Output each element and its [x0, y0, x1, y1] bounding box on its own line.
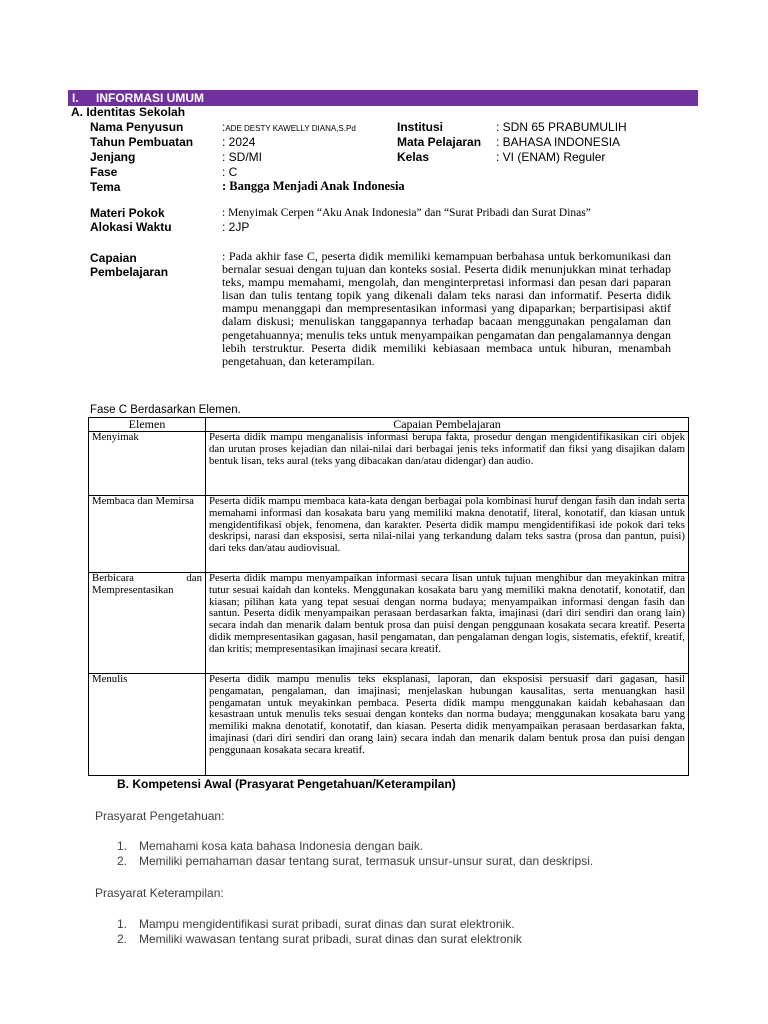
elemen-cell: Menulis — [89, 674, 206, 776]
tema-label: Tema — [90, 180, 121, 194]
kelas-value: : VI (ENAM) Reguler — [496, 150, 606, 164]
header-elemen: Elemen — [89, 418, 206, 432]
list-number: 2. — [117, 854, 128, 868]
elemen-cell: Menyimak — [89, 432, 206, 496]
kompetensi-awal-heading: B. Kompetensi Awal (Prasyarat Pengetahuan/Keterampilan) — [117, 777, 456, 791]
nama-penyusun-colon: : — [222, 120, 226, 134]
alokasi-waktu-label: Alokasi Waktu — [90, 220, 172, 234]
jenjang-value: : SD/MI — [222, 150, 263, 164]
mata-pelajaran-label: Mata Pelajaran — [397, 135, 482, 149]
capaian-cell: Peserta didik mampu membaca kata-kata dengan berbagai pola kombinasi huruf dengan fasih dan indah serta memahami informasi dan kosakata baru yang memiliki makna denotatif, literal, konotatif, dan kiasan untuk mengidentifikasi objek, fenomena, dan karakter. Peserta didik mampu mengidentifikasi ide pokok dari teks deskripsi, narasi dan eksposisi, serta nilai-nilai yang terkandung dalam teks sastra (prosa dan pantun, puisi) dari teks dan/atau audiovisual. — [206, 496, 689, 573]
table-row — [89, 432, 689, 496]
materi-pokok-label: Materi Pokok — [90, 206, 165, 220]
kelas-label: Kelas — [397, 150, 430, 164]
table-row — [89, 496, 689, 573]
elemen-table — [88, 417, 689, 776]
alokasi-waktu-value: : 2JP — [222, 220, 250, 234]
capaian-label-line2: Pembelajaran — [90, 265, 169, 279]
institusi-value: : SDN 65 PRABUMULIH — [496, 120, 627, 134]
section-header-bar — [68, 90, 698, 106]
nama-penyusun-name: ADE DESTY KAWELLY DIANA,S.Pd — [225, 124, 356, 133]
capaian-cell: Peserta didik mampu menulis teks eksplanasi, laporan, dan eksposisi persuasif dari gagasan, hasil pengamatan, pengalaman, dan imajinasi; menjelaskan hubungan kausalitas, serta menuangkan hasil pengamatan untuk meyakinkan pembaca. Peserta didik mampu menggunakan kaidah kebahasaan dan kesastraan untuk menulis teks sesuai dengan konteks dan norma budaya; menggunakan kosakata baru yang memiliki makna denotatif, konotatif, dan kiasan. Peserta didik menyampaikan perasaan berdasarkan fakta, imajinasi (dari diri sendiri dan orang lain) secara indah dan menarik dalam bentuk prosa dan puisi dengan penggunaan kosakata secara kreatif. — [206, 674, 689, 776]
jenjang-label: Jenjang — [90, 150, 136, 164]
table-row — [89, 573, 689, 674]
list-number: 2. — [117, 932, 128, 946]
list-text: Memiliki pemahaman dasar tentang surat, termasuk unsur-unsur surat, dan deskripsi. — [139, 854, 594, 868]
institusi-label: Institusi — [397, 120, 444, 134]
identitas-sekolah-heading: A. Identitas Sekolah — [71, 105, 186, 119]
capaian-label-line1: Capaian — [90, 251, 137, 265]
capaian-cell: Peserta didik mampu menyampaikan informasi secara lisan untuk tujuan menghibur dan meyakinkan mitra tutur sesuai kaidah dan konteks. Menggunakan kosakata baru yang memiliki makna denotatif, konotatif, dan kiasan; pilihan kata yang tepat sesuai dengan norma budaya; menyampaikan informasi dengan fasih dan santun. Peserta didik menyampaikan perasaan berdasarkan fakta, imajinasi (dari diri sendiri dan orang lain) secara indah dan menarik dalam bentuk prosa dan puisi dengan penggunaan kosakata secara kreatif. Peserta didik mempresentasikan gagasan, hasil pengamatan, dan pengalaman dengan logis, sistematis, efektif, kreatif, dan kritis; mempresentasikan imajinasi secara kreatif. — [206, 573, 689, 674]
section-number: I. — [72, 91, 79, 105]
fase-label: Fase — [90, 165, 118, 179]
list-text: Mampu mengidentifikasi surat pribadi, surat dinas dan surat elektronik. — [139, 917, 515, 931]
fase-value: : C — [222, 165, 238, 179]
materi-pokok-value: : Menyimak Cerpen “Aku Anak Indonesia” dan “Surat Pribadi dan Surat Dinas” — [222, 207, 591, 219]
header-capaian: Capaian Pembelajaran — [206, 418, 689, 432]
list-text: Memahami kosa kata bahasa Indonesia dengan baik. — [139, 839, 424, 853]
prasyarat-pengetahuan-title: Prasyarat Pengetahuan: — [95, 809, 225, 823]
tahun-pembuatan-value: : 2024 — [222, 135, 256, 149]
capaian-cell: Peserta didik mampu menganalisis informasi berupa fakta, prosedur dengan mengidentifikasikan ciri objek dan urutan proses kejadian dan nilai-nilai dari berbagai jenis teks informatif dan fiksi yang disajikan dalam bentuk lisan, teks aural (teks yang dibacakan dan/atau didengar) dan audio. — [206, 432, 689, 496]
elemen-cell: Berbicara dan Mempresentasikan — [89, 573, 206, 674]
mata-pelajaran-value: : BAHASA INDONESIA — [496, 135, 621, 149]
nama-penyusun-label: Nama Penyusun — [90, 120, 184, 134]
elemen-cell: Membaca dan Memirsa — [89, 496, 206, 573]
fase-table-title: Fase C Berdasarkan Elemen. — [90, 404, 241, 416]
tahun-pembuatan-label: Tahun Pembuatan — [90, 135, 194, 149]
table-row — [89, 674, 689, 776]
list-number: 1. — [117, 917, 128, 931]
tema-value: : Bangga Menjadi Anak Indonesia — [222, 179, 405, 193]
table-header-row — [89, 418, 689, 432]
list-text: Memiliki wawasan tentang surat pribadi, surat dinas dan surat elektronik — [139, 932, 522, 946]
section-title: INFORMASI UMUM — [96, 91, 204, 105]
prasyarat-keterampilan-title: Prasyarat Keterampilan: — [95, 886, 224, 900]
list-number: 1. — [117, 839, 128, 853]
nama-penyusun-value — [222, 120, 356, 136]
capaian-pembelajaran-text: : Pada akhir fase C, peserta didik memiliki kemampuan berbahasa untuk berkomunikasi dan bernalar sesuai dengan tujuan dan konteks sosial. Peserta didik menunjukkan minat terhadap teks, mampu memahami, mengolah, dan menginterpretasi informasi dan pesan dari paparan lisan dan tulis tentang topik yang dikenali dalam teks narasi dan informatif. Peserta didik mampu menanggapi dan mempresentasikan informasi yang dipaparkan; berpartisipasi aktif dalam diskusi; menuliskan tanggapannya terhadap bacaan menggunakan pengalaman dan pengetahuannya; menulis teks untuk menyampaikan pengamatan dan pengalamannya dengan lebih terstruktur. Peserta didik memiliki kebiasaan membaca untuk hiburan, menambah pengetahuan, dan keterampilan. — [222, 249, 671, 368]
